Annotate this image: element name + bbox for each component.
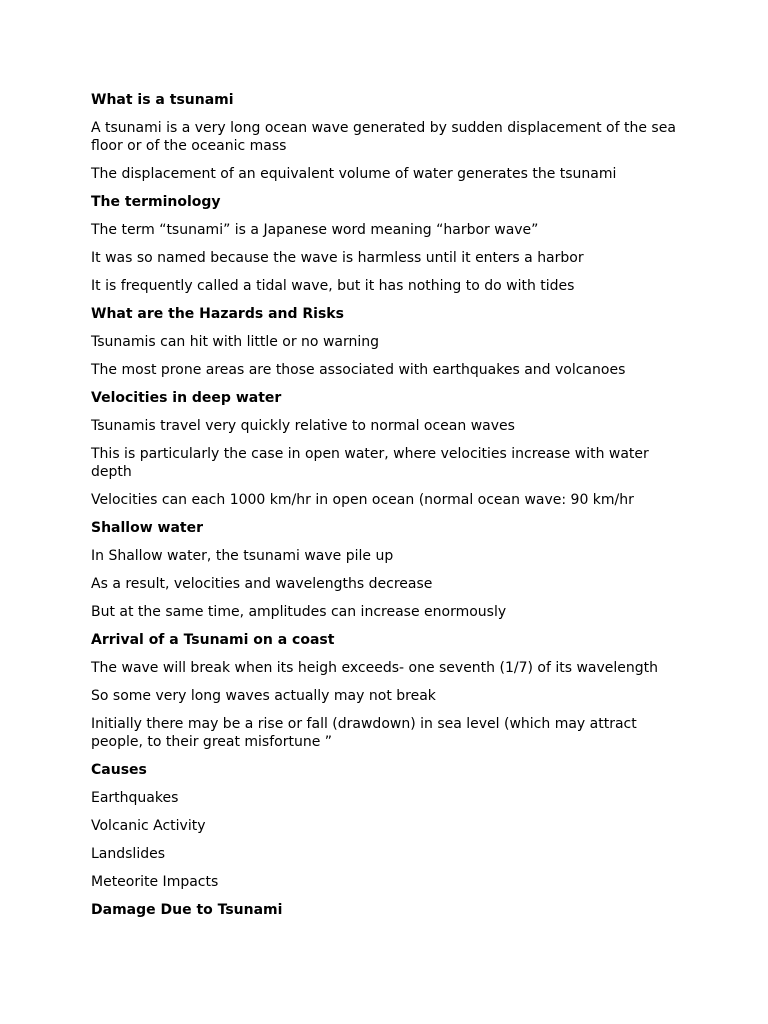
paragraph: Tsunamis can hit with little or no warning xyxy=(91,334,380,350)
paragraph: Initially there may be a rise or fall (drawdown) in sea level (which may attract people, to their great misfortune ” xyxy=(91,716,637,750)
section-heading: Causes xyxy=(91,762,147,778)
section-heading: Damage Due to Tsunami xyxy=(91,902,283,918)
section-heading: Shallow water xyxy=(91,520,203,536)
list-item: Earthquakes xyxy=(91,790,179,806)
paragraph: It was so named because the wave is harmless until it enters a harbor xyxy=(91,250,584,266)
paragraph: A tsunami is a very long ocean wave generated by sudden displacement of the sea floor or of the oceanic mass xyxy=(91,120,676,154)
paragraph: This is particularly the case in open water, where velocities increase with water depth xyxy=(91,446,649,480)
section-heading: Arrival of a Tsunami on a coast xyxy=(91,632,335,648)
list-item: Landslides xyxy=(91,846,166,862)
paragraph: But at the same time, amplitudes can increase enormously xyxy=(91,604,507,620)
list-item: Meteorite Impacts xyxy=(91,874,219,890)
paragraph: Velocities can each 1000 km/hr in open ocean (normal ocean wave: 90 km/hr xyxy=(91,492,634,508)
paragraph: It is frequently called a tidal wave, but it has nothing to do with tides xyxy=(91,278,575,294)
paragraph: The term “tsunami” is a Japanese word meaning “harbor wave” xyxy=(91,222,539,238)
paragraph: As a result, velocities and wavelengths decrease xyxy=(91,576,433,592)
section-heading: Velocities in deep water xyxy=(91,390,282,406)
paragraph: The wave will break when its heigh exceeds- one seventh (1/7) of its wavelength xyxy=(91,660,659,676)
paragraph: So some very long waves actually may not break xyxy=(91,688,436,704)
list-item: Volcanic Activity xyxy=(91,818,206,834)
paragraph: Tsunamis travel very quickly relative to normal ocean waves xyxy=(91,418,515,434)
section-heading: What are the Hazards and Risks xyxy=(91,306,344,322)
paragraph: In Shallow water, the tsunami wave pile up xyxy=(91,548,394,564)
paragraph: The most prone areas are those associated with earthquakes and volcanoes xyxy=(91,362,626,378)
document-body xyxy=(91,91,691,929)
section-heading: What is a tsunami xyxy=(91,92,234,108)
paragraph: The displacement of an equivalent volume of water generates the tsunami xyxy=(91,166,617,182)
section-heading: The terminology xyxy=(91,194,221,210)
